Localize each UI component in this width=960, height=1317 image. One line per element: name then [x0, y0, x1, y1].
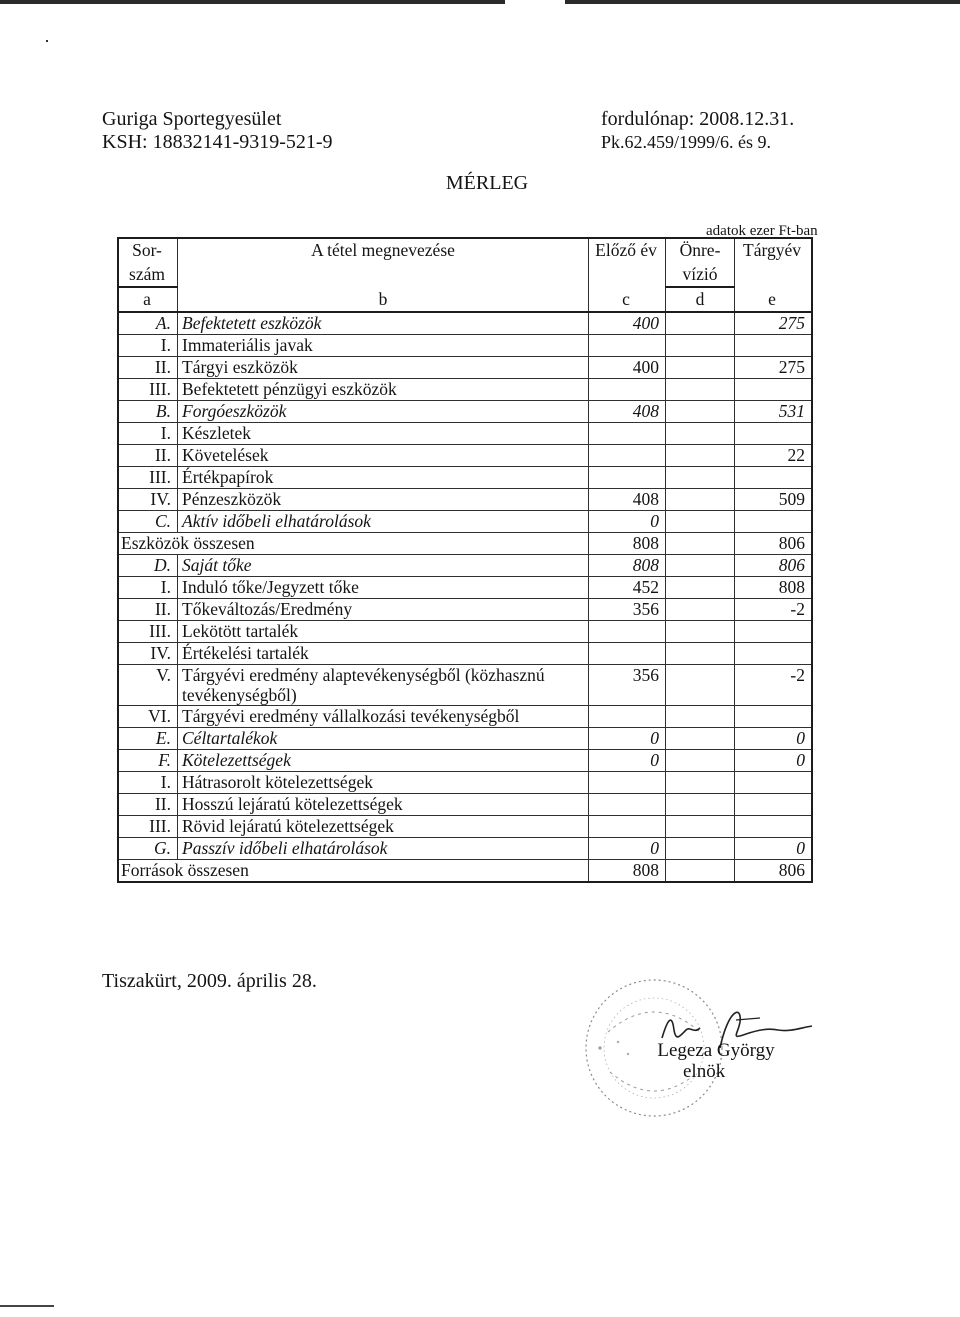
previous-year-value — [589, 335, 666, 357]
table-row — [118, 467, 812, 489]
row-name: Források összesen — [118, 860, 589, 883]
row-code: I. — [118, 772, 178, 794]
row-code: II. — [118, 445, 178, 467]
current-year-value — [735, 816, 813, 838]
table-row — [118, 838, 812, 860]
revision-value — [666, 533, 735, 555]
row-code: IV. — [118, 489, 178, 511]
table-row — [118, 621, 812, 643]
revision-value — [666, 860, 735, 883]
revision-value — [666, 312, 735, 335]
row-name: Aktív időbeli elhatárolások — [178, 511, 589, 533]
row-code: IV. — [118, 643, 178, 665]
previous-year-value — [589, 467, 666, 489]
previous-year-value — [589, 772, 666, 794]
row-name: Készletek — [178, 423, 589, 445]
row-name: Céltartalékok — [178, 728, 589, 750]
unit-note: adatok ezer Ft-ban — [706, 223, 818, 239]
row-name: Tőkeváltozás/Eredmény — [178, 599, 589, 621]
total-row — [118, 533, 812, 555]
row-name: Forgóeszközök — [178, 401, 589, 423]
column-letter: b — [178, 287, 589, 312]
previous-year-value: 808 — [589, 533, 666, 555]
signer-role: elnök — [683, 1061, 726, 1082]
row-code: I. — [118, 423, 178, 445]
previous-year-value: 0 — [589, 750, 666, 772]
current-year-value — [735, 511, 813, 533]
table-row — [118, 335, 812, 357]
current-year-value: 275 — [735, 357, 813, 379]
row-name: Hátrasorolt kötelezettségek — [178, 772, 589, 794]
row-name: Rövid lejáratú kötelezettségek — [178, 816, 589, 838]
table-row — [118, 665, 812, 706]
previous-year-value: 0 — [589, 838, 666, 860]
previous-year-value — [589, 423, 666, 445]
table-row — [118, 750, 812, 772]
previous-year-value: 808 — [589, 555, 666, 577]
row-code: G. — [118, 838, 178, 860]
ksh-number: KSH: 18832141-9319-521-9 — [102, 131, 333, 153]
revision-value — [666, 445, 735, 467]
previous-year-value: 400 — [589, 312, 666, 335]
current-year-value: 275 — [735, 312, 813, 335]
row-code: B. — [118, 401, 178, 423]
current-year-value: 808 — [735, 577, 813, 599]
previous-year-value — [589, 794, 666, 816]
row-name: Tárgyi eszközök — [178, 357, 589, 379]
revision-value — [666, 555, 735, 577]
revision-value — [666, 401, 735, 423]
previous-year-value: 0 — [589, 728, 666, 750]
current-year-value — [735, 706, 813, 728]
row-name: Befektetett eszközök — [178, 312, 589, 335]
revision-value — [666, 838, 735, 860]
row-code: II. — [118, 794, 178, 816]
previous-year-value — [589, 445, 666, 467]
place-and-date: Tiszakürt, 2009. április 28. — [102, 970, 317, 992]
row-code: A. — [118, 312, 178, 335]
revision-value — [666, 706, 735, 728]
table-row — [118, 489, 812, 511]
row-name: Kötelezettségek — [178, 750, 589, 772]
row-name: Hosszú lejáratú kötelezettségek — [178, 794, 589, 816]
revision-value — [666, 728, 735, 750]
row-name: Lekötött tartalék — [178, 621, 589, 643]
revision-value — [666, 511, 735, 533]
current-year-value — [735, 794, 813, 816]
reference-block — [601, 108, 794, 154]
table-row — [118, 357, 812, 379]
revision-value — [666, 772, 735, 794]
previous-year-value: 408 — [589, 401, 666, 423]
column-letter: c — [589, 287, 666, 312]
previous-year-value — [589, 706, 666, 728]
current-year-value — [735, 379, 813, 401]
current-year-value — [735, 423, 813, 445]
row-name: Induló tőke/Jegyzett tőke — [178, 577, 589, 599]
current-year-value: 531 — [735, 401, 813, 423]
header-revision: Önre- — [666, 238, 735, 264]
row-name: Értékpapírok — [178, 467, 589, 489]
previous-year-value — [589, 379, 666, 401]
scan-speck — [46, 40, 48, 42]
revision-value — [666, 335, 735, 357]
row-code: E. — [118, 728, 178, 750]
row-code: F. — [118, 750, 178, 772]
row-code: I. — [118, 335, 178, 357]
row-name: Követelések — [178, 445, 589, 467]
row-code: III. — [118, 816, 178, 838]
top-edge-rule — [0, 0, 960, 4]
row-code: II. — [118, 599, 178, 621]
revision-value — [666, 621, 735, 643]
current-year-value: 806 — [735, 555, 813, 577]
table-row — [118, 312, 812, 335]
row-code: D. — [118, 555, 178, 577]
registry-number: Pk.62.459/1999/6. és 9. — [601, 132, 772, 152]
current-year-value: -2 — [735, 665, 813, 706]
row-code: C. — [118, 511, 178, 533]
revision-value — [666, 423, 735, 445]
current-year-value: 0 — [735, 750, 813, 772]
row-code: VI. — [118, 706, 178, 728]
header-row-number-line2: szám — [118, 264, 178, 288]
previous-year-value — [589, 816, 666, 838]
table-row — [118, 511, 812, 533]
table-row — [118, 794, 812, 816]
revision-value — [666, 489, 735, 511]
previous-year-value: 356 — [589, 665, 666, 706]
row-name: Saját tőke — [178, 555, 589, 577]
header-revision-line2: vízió — [666, 264, 735, 288]
column-letter-row — [118, 287, 812, 312]
table-row — [118, 816, 812, 838]
balance-rows — [118, 312, 812, 882]
previous-year-value: 400 — [589, 357, 666, 379]
table-row — [118, 772, 812, 794]
current-year-value: 806 — [735, 533, 813, 555]
current-year-value — [735, 643, 813, 665]
row-code: V. — [118, 665, 178, 706]
row-name: Eszközök összesen — [118, 533, 589, 555]
revision-value — [666, 357, 735, 379]
header-row-number: Sor- — [118, 238, 178, 264]
row-name: Értékelési tartalék — [178, 643, 589, 665]
reference-date: fordulónap: 2008.12.31. — [601, 108, 795, 130]
previous-year-value: 0 — [589, 511, 666, 533]
previous-year-value: 808 — [589, 860, 666, 883]
header-row — [118, 238, 812, 264]
table-row — [118, 577, 812, 599]
previous-year-value: 356 — [589, 599, 666, 621]
previous-year-value: 452 — [589, 577, 666, 599]
header-item-name: A tétel megnevezése — [178, 238, 589, 287]
table-row — [118, 445, 812, 467]
revision-value — [666, 794, 735, 816]
current-year-value: 0 — [735, 838, 813, 860]
current-year-value — [735, 335, 813, 357]
bottom-edge-rule — [0, 1305, 54, 1307]
organization-block — [102, 108, 333, 154]
row-code: III. — [118, 621, 178, 643]
table-row — [118, 401, 812, 423]
current-year-value: 509 — [735, 489, 813, 511]
total-row — [118, 860, 812, 883]
current-year-value — [735, 772, 813, 794]
table-row — [118, 555, 812, 577]
row-code: III. — [118, 379, 178, 401]
balance-sheet-table — [117, 237, 813, 883]
revision-value — [666, 750, 735, 772]
header-current-year: Tárgyév — [735, 238, 813, 287]
current-year-value: 806 — [735, 860, 813, 883]
revision-value — [666, 467, 735, 489]
revision-value — [666, 599, 735, 621]
table-row — [118, 643, 812, 665]
revision-value — [666, 816, 735, 838]
document-title: MÉRLEG — [445, 172, 529, 194]
row-code: I. — [118, 577, 178, 599]
signer-name: Legeza György — [657, 1040, 775, 1061]
current-year-value: -2 — [735, 599, 813, 621]
row-name: Befektetett pénzügyi eszközök — [178, 379, 589, 401]
current-year-value — [735, 467, 813, 489]
revision-value — [666, 643, 735, 665]
current-year-value — [735, 621, 813, 643]
header-previous-year: Előző év — [589, 238, 666, 287]
row-code: II. — [118, 357, 178, 379]
row-code: III. — [118, 467, 178, 489]
column-letter: d — [666, 287, 735, 312]
row-name: Tárgyévi eredmény alaptevékenységből (közhasznú tevékenységből) — [178, 665, 589, 706]
previous-year-value: 408 — [589, 489, 666, 511]
row-name: Tárgyévi eredmény vállalkozási tevékenységből — [178, 706, 589, 728]
current-year-value: 22 — [735, 445, 813, 467]
table-row — [118, 423, 812, 445]
table-row — [118, 728, 812, 750]
row-name: Pénzeszközök — [178, 489, 589, 511]
table-row — [118, 379, 812, 401]
table-row — [118, 599, 812, 621]
previous-year-value — [589, 621, 666, 643]
column-letter: e — [735, 287, 813, 312]
column-letter: a — [118, 287, 178, 312]
table-row — [118, 706, 812, 728]
previous-year-value — [589, 643, 666, 665]
revision-value — [666, 665, 735, 706]
top-edge-gap — [505, 0, 565, 4]
revision-value — [666, 577, 735, 599]
row-name: Passzív időbeli elhatárolások — [178, 838, 589, 860]
row-name: Immateriális javak — [178, 335, 589, 357]
organization-name: Guriga Sportegyesület — [102, 108, 282, 130]
current-year-value: 0 — [735, 728, 813, 750]
revision-value — [666, 379, 735, 401]
